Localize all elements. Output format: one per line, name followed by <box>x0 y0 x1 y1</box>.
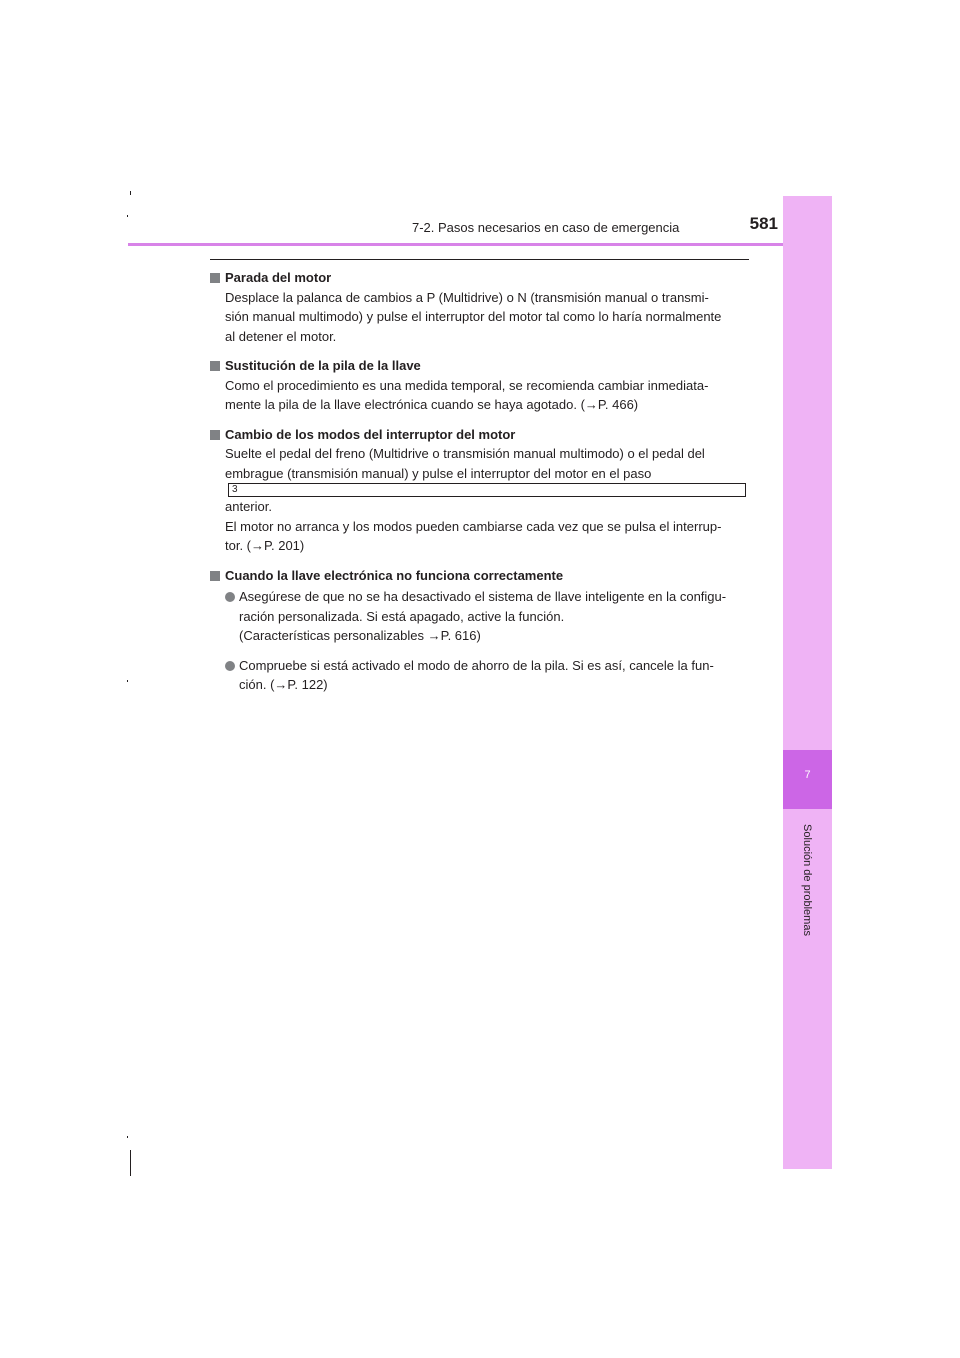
section-title-text: Parada del motor <box>225 270 332 285</box>
section-title-text: Sustitución de la pila de la llave <box>225 358 421 373</box>
body-line: al detener el motor. <box>225 328 337 344</box>
section-body <box>225 376 749 415</box>
section-title <box>210 425 749 445</box>
page-content <box>210 268 749 705</box>
round-bullet-icon <box>225 661 235 671</box>
square-bullet-icon <box>210 273 220 283</box>
square-bullet-icon <box>210 361 220 371</box>
body-line: tor. (→P. 201) <box>225 538 305 553</box>
content-top-rule <box>210 259 749 260</box>
section-title <box>210 566 749 586</box>
chapter-number: 7 <box>804 769 811 781</box>
body-line: Como el procedimiento es una medida temporal, se recomienda cambiar inmediata- <box>225 377 709 393</box>
page-number: 581 <box>749 214 778 233</box>
section-title <box>210 268 749 288</box>
section-sustitucion-pila <box>210 356 749 415</box>
bullet-line: (Características personalizables →P. 616) <box>239 628 481 643</box>
square-bullet-icon <box>210 571 220 581</box>
section-body <box>225 288 749 347</box>
body-line: Suelte el pedal del freno (Multidrive o transmisión manual multimodo) o el pedal del <box>225 446 705 461</box>
body-line-part: anterior. <box>225 499 272 514</box>
bullet-item <box>225 587 749 646</box>
body-line: sión manual multimodo) y pulse el interruptor del motor tal como lo haría normalmente <box>225 309 722 324</box>
section-title-text: Cambio de los modos del interruptor del motor <box>225 426 516 442</box>
bullet-text <box>239 587 749 646</box>
bullet-text <box>239 656 749 695</box>
bullet-item <box>225 656 749 695</box>
crop-mark <box>130 1150 131 1176</box>
section-title <box>210 356 749 376</box>
body-line-with-step <box>225 464 749 517</box>
bullet-line: ción. (→P. 122) <box>239 677 328 692</box>
bullet-line: Compruebe si está activado el modo de ahorro de la pila. Si es así, cancele la fun- <box>239 657 714 673</box>
crop-mark <box>127 680 128 682</box>
bullet-line: ración personalizada. Si está apagado, active la función. <box>239 608 565 624</box>
round-bullet-icon <box>225 592 235 602</box>
body-line: El motor no arranca y los modos pueden cambiarse cada vez que se pulsa el interrup- <box>225 518 722 534</box>
bullet-line: Asegúrese de que no se ha desactivado el sistema de llave inteligente en la configu- <box>239 589 727 604</box>
crop-mark <box>127 215 128 217</box>
section-body <box>225 444 749 556</box>
header-divider <box>128 243 832 246</box>
section-llave-no-funciona <box>210 566 749 695</box>
chapter-side-tab <box>783 196 832 1169</box>
chapter-title: Solución de problemas <box>801 824 813 936</box>
body-line: mente la pila de la llave electrónica cuando se haya agotado. (→P. 466) <box>225 397 639 412</box>
body-line-part: embrague (transmisión manual) y pulse el interruptor del motor en el paso <box>225 465 652 481</box>
section-parada-motor <box>210 268 749 346</box>
crop-mark <box>127 1136 128 1138</box>
crop-mark <box>130 191 131 195</box>
body-line: Desplace la palanca de cambios a P (Multidrive) o N (transmisión manual o transmi- <box>225 289 709 305</box>
section-cambio-modos <box>210 425 749 556</box>
section-header: 7-2. Pasos necesarios en caso de emergencia <box>412 220 680 235</box>
section-title-text: Cuando la llave electrónica no funciona correctamente <box>225 567 564 583</box>
step-reference-box: 3 <box>228 483 746 497</box>
square-bullet-icon <box>210 430 220 440</box>
